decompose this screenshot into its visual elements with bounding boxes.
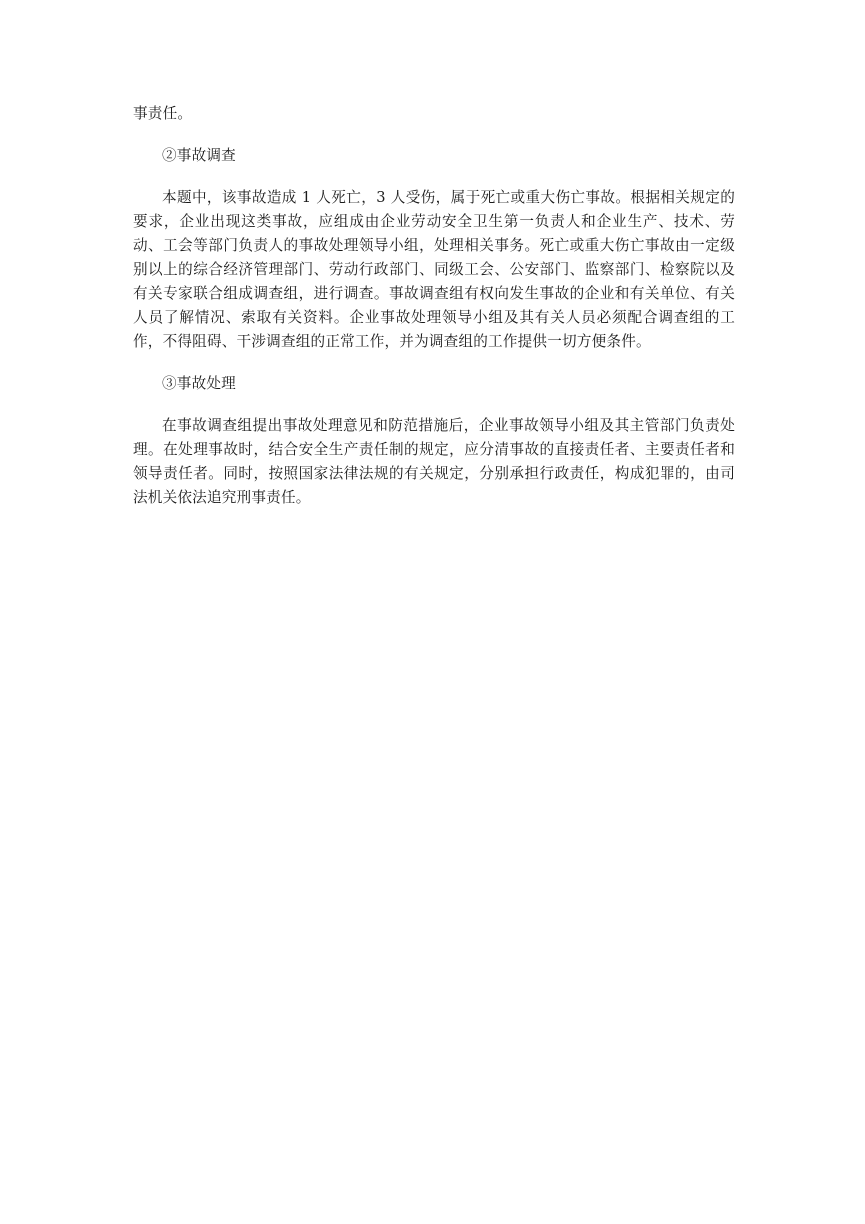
paragraph-gap	[133, 126, 735, 144]
document-body	[133, 102, 735, 510]
section-body-accident-investigation: 本题中，该事故造成 1 人死亡，3 人受伤，属于死亡或重大伤亡事故。根据相关规定的要求，企业出现这类事故，应组成由企业劳动安全卫生第一负责人和企业生产、技术、劳动、工会等部门负责人的事故处理领导小组，处理相关事务。死亡或重大伤亡事故由一定级别以上的综合经济管理部门、劳动行政部门、同级工会、公安部门、监察部门、检察院以及有关专家联合组成调查组，进行调查。事故调查组有权向发生事故的企业和有关单位、有关人员了解情况、索取有关资料。企业事故处理领导小组及其有关人员必须配合调查组的工作，不得阻碍、干涉调查组的正常工作，并为调查组的工作提供一切方便条件。	[133, 189, 735, 350]
paragraph-gap	[133, 168, 735, 186]
continuation-text: 事责任。	[133, 105, 193, 122]
section-heading-accident-handling: ③事故处理	[162, 375, 236, 392]
paragraph-gap	[133, 396, 735, 414]
section-body-accident-handling: 在事故调查组提出事故处理意见和防范措施后，企业事故领导小组及其主管部门负责处理。在处理事故时，结合安全生产责任制的规定，应分清事故的直接责任者、主要责任者和领导责任者。同时，按照国家法律法规的有关规定，分别承担行政责任，构成犯罪的，由司法机关依法追究刑事责任。	[133, 417, 735, 506]
section-heading-accident-investigation: ②事故调查	[162, 147, 236, 164]
paragraph-gap	[133, 354, 735, 372]
